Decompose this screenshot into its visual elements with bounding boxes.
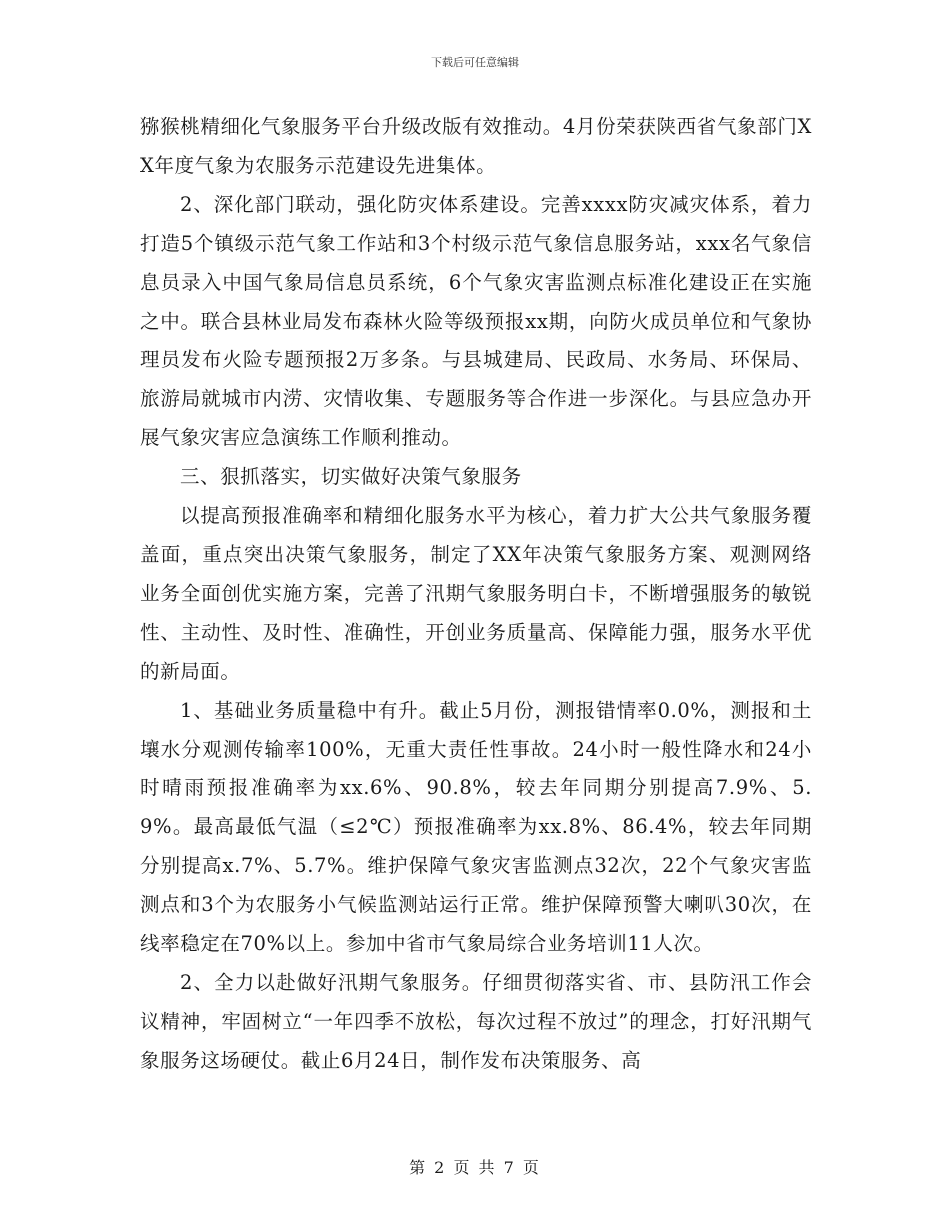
page-number: 第 2 页 共 7 页 [409,1158,541,1177]
paragraph: 1、基础业务质量稳中有升。截止5月份，测报错情率0.0%，测报和土壤水分观测传输率100%，无重大责任性事故。24小时一般性降水和24小时晴雨预报准确率为xx.6%、90.8%，较去年同期分别提高7.9%、5.9%。最高最低气温（≤2℃）预报准确率为xx.8%、86.4%，较去年同期分别提高x.7%、5.7%。维护保障气象灾害监测点32次，22个气象灾害监测点和3个为农服务小气候监测站运行正常。维护保障预警大喇叭30次，在线率稳定在70%以上。参加中省市气象局综合业务培训11人次。 [140,698,812,956]
paragraph: 以提高预报准确率和精细化服务水平为核心，着力扩大公共气象服务覆盖面，重点突出决策气象服务，制定了XX年决策气象服务方案、观测网络业务全面创优实施方案，完善了汛期气象服务明白卡，不断增强服务的敏锐性、主动性、及时性、准确性，开创业务质量高、保障能力强，服务水平优的新局面。 [140,504,812,683]
section-heading: 三、狠抓落实，切实做好决策气象服务 [180,465,522,489]
paragraph: 2、深化部门联动，强化防灾体系建设。完善xxxx防灾减灾体系，着力打造5个镇级示范气象工作站和3个村级示范气象信息服务站，xxx名气象信息员录入中国气象局信息员系统，6个气象灾害监测点标准化建设正在实施之中。联合县林业局发布森林火险等级预报xx期，向防火成员单位和气象协理员发布火险专题预报2万多条。与县城建局、民政局、水务局、环保局、旅游局就城市内涝、灾情收集、专题服务等合作进一步深化。与县应急办开展气象灾害应急演练工作顺利推动。 [140,192,812,450]
paragraph: 猕猴桃精细化气象服务平台升级改版有效推动。4月份荣获陕西省气象部门XX年度气象为农服务示范建设先进集体。 [140,115,812,177]
paragraph: 2、全力以赴做好汛期气象服务。仔细贯彻落实省、市、县防汛工作会议精神，牢固树立“一年四季不放松，每次过程不放过”的理念，打好汛期气象服务这场硬仗。截止6月24日，制作发布决策服务、高 [140,970,812,1072]
document-body [140,108,812,1081]
page-header-note: 下载后可任意编辑 [431,56,519,69]
